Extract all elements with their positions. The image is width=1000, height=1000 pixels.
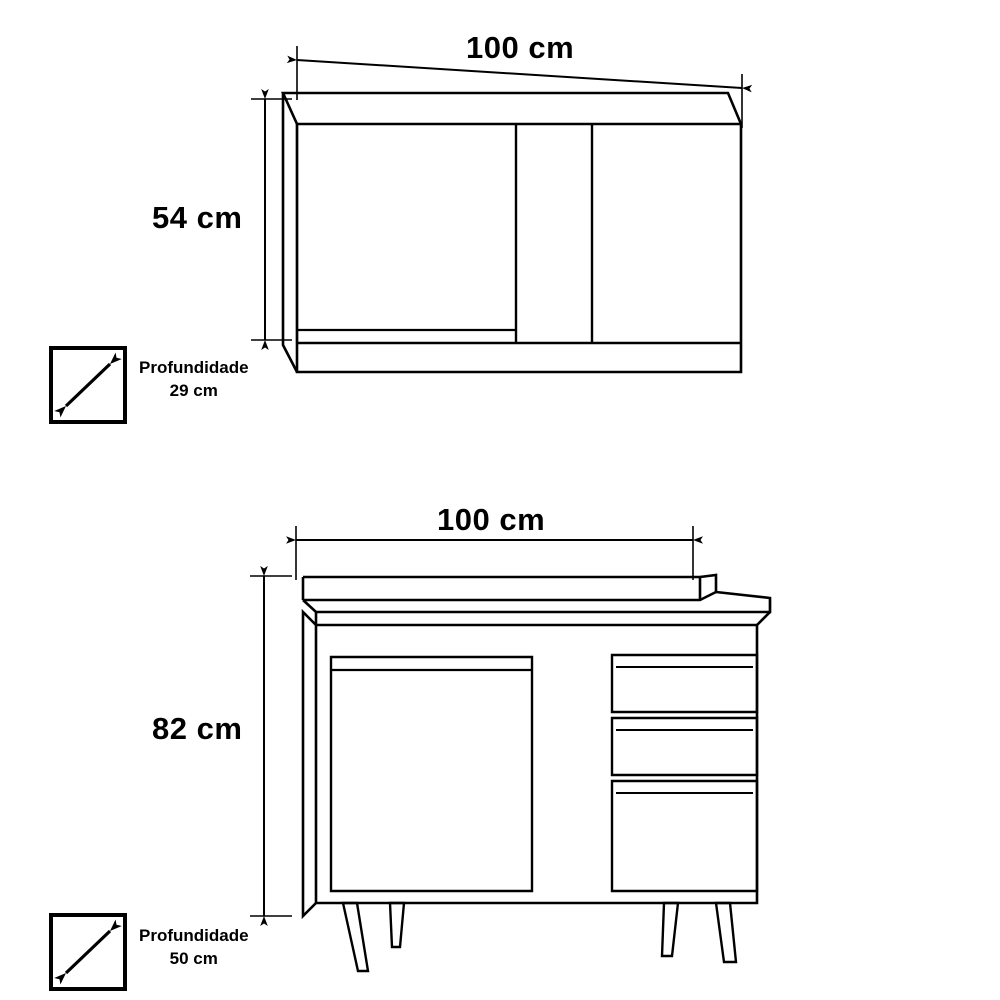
lower-cabinet-drawing	[250, 526, 770, 971]
lower-width-label: 100 cm	[437, 502, 546, 537]
upper-height-label: 54 cm	[152, 200, 243, 235]
upper-width-label: 100 cm	[466, 30, 575, 65]
upper-depth-value: 29 cm	[169, 380, 218, 400]
depth-icon-upper	[51, 348, 125, 422]
upper-depth-label	[139, 357, 249, 403]
lower-depth-value: 50 cm	[169, 948, 218, 968]
upper-depth-word: Profundidade	[139, 358, 249, 377]
lower-depth-word: Profundidade	[139, 926, 249, 945]
depth-icon-lower	[51, 915, 125, 989]
lower-height-label: 82 cm	[152, 711, 243, 746]
lower-depth-label	[139, 925, 249, 971]
upper-cabinet-drawing	[251, 46, 755, 372]
